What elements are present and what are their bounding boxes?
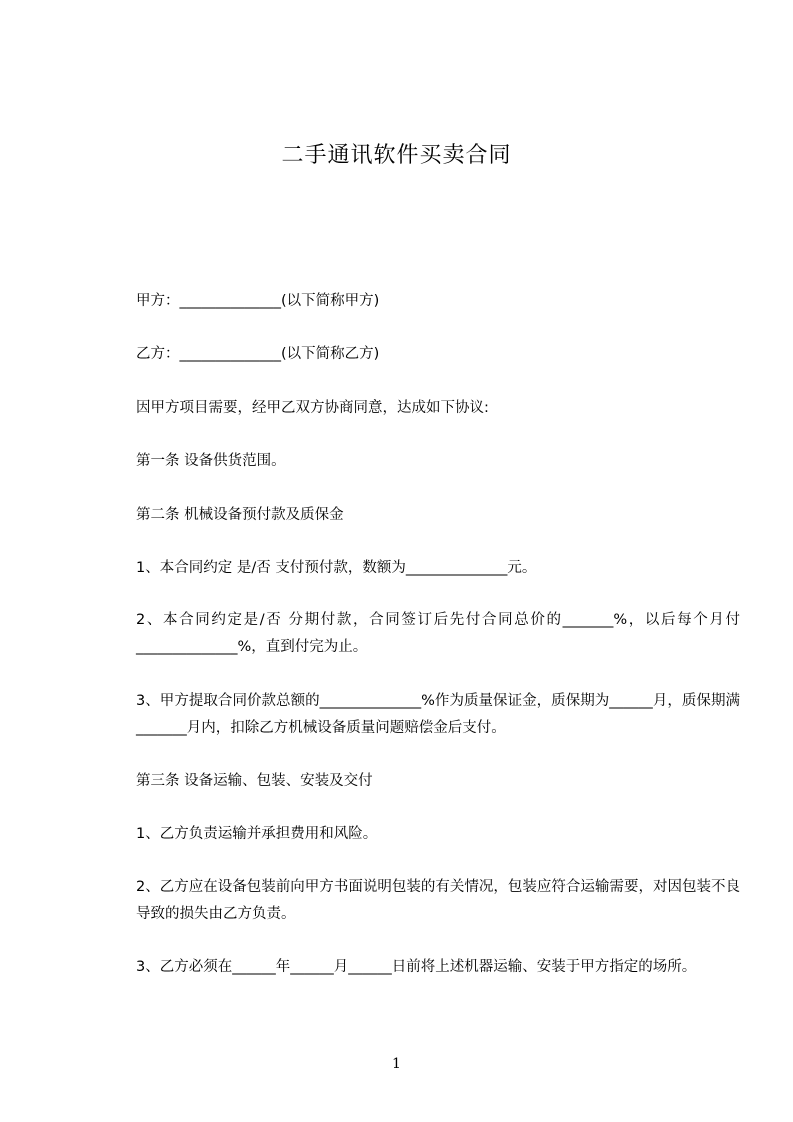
document-title: 二手通讯软件买卖合同 [281, 143, 512, 168]
article-3-item-3: 3、乙方必须在______年______月______日前将上述机器运输、安装于甲方指定的场所。 [136, 959, 697, 975]
article-2-item-2: 2、本合同约定是/否 分期付款，合同签订后先付合同总价的_______%，以后每个月付______________%，直到付完为止。 [136, 612, 740, 655]
article-2-item-1: 1、本合同约定 是/否 支付预付款，数额为______________元。 [136, 560, 537, 576]
article-2-item-3: 3、甲方提取合同价款总额的______________%作为质量保证金，质保期为______月，质保期满_______月内，扣除乙方机械设备质量问题赔偿金后支付。 [136, 693, 740, 736]
article-3-item-2: 2、乙方应在设备包装前向甲方书面说明包装的有关情况，包装应符合运输需要，对因包装不良导致的损失由乙方负责。 [136, 879, 740, 922]
article-2-heading: 第二条 机械设备预付款及质保金 [136, 507, 344, 523]
party-a-line: 甲方：______________(以下简称甲方) [136, 293, 380, 309]
page-number: 1 [392, 1056, 401, 1072]
article-3-heading: 第三条 设备运输、包装、安装及交付 [136, 773, 373, 789]
preamble: 因甲方项目需要，经甲乙双方协商同意，达成如下协议: [136, 400, 489, 416]
party-b-line: 乙方：______________(以下简称乙方) [136, 346, 380, 362]
article-3-item-1: 1、乙方负责运输并承担费用和风险。 [136, 826, 378, 842]
article-1-heading: 第一条 设备供货范围。 [136, 453, 286, 469]
